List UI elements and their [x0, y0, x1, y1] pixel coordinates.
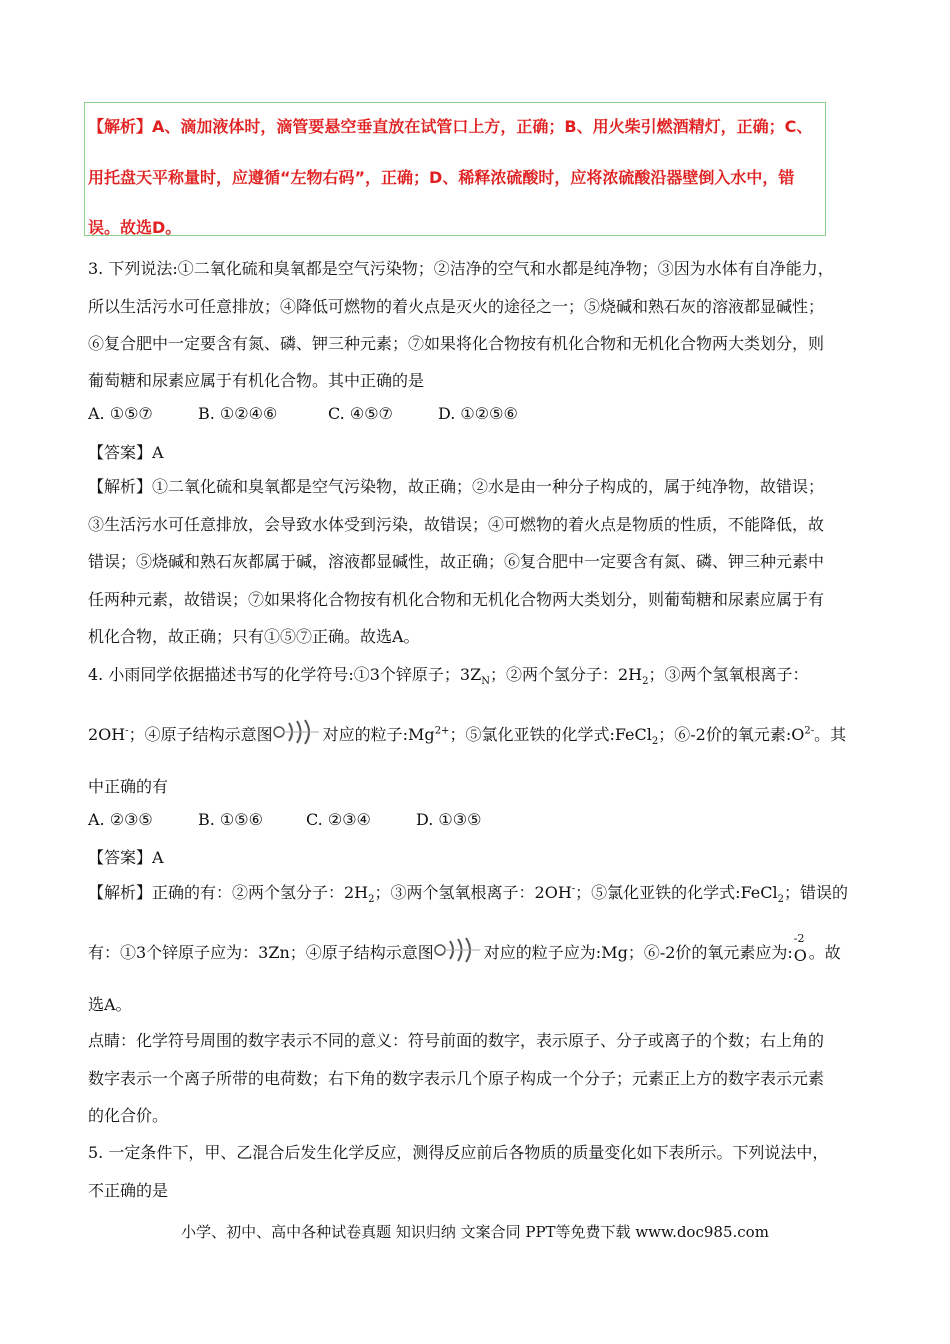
q3-answer: 【答案】A: [88, 443, 164, 462]
q4-stem-line-1: 4. 小雨同学依据描述书写的化学符号:①3个锌原子；$3Z_N$；②两个氢分子：$2H_2$；③两个氢氧根离子：: [88, 665, 809, 688]
q3-stem-line-3: ⑥复合肥中一定要含有氮、磷、钾三种元素；⑦如果将化合物按有机化合物和无机化合物两大类划分，则: [88, 334, 825, 353]
q3-stem-line-1: 3. 下列说法:①二氧化硫和臭氧都是空气污染物；②洁净的空气和水都是纯净物；③因为水体有自净能力，: [88, 259, 834, 278]
q4-option-b: B. ①⑤⑥: [198, 810, 263, 829]
q3-exp-line-5: 机化合物，故正确；只有①⑤⑦正确。故选A。: [88, 627, 420, 646]
q4-stem-line-2: 2OH-；④原子结构示意图 对应的粒子$:Mg^{2+}$；⑤氯化亚铁的化学式:FeCl$_2$；⑥-2价的氧元素$:O^{2-}$。其: [88, 722, 846, 749]
atom-structure-diagram: [273, 719, 323, 745]
q4-note-line-2: 数字表示一个离子所带的电荷数；右下角的数字表示几个原子构成一个分子；元素正上方的数字表示元素: [88, 1069, 825, 1088]
analysis-line-2: 用托盘天平称量时，应遵循“左物右码”，正确；D、稀释浓硫酸时，应将浓硫酸沿器壁倒入水中，错: [88, 168, 795, 187]
q4-exp-line-2: 有：①3个锌原子应为：3Zn；④原子结构示意图 对应的粒子应为:Mg；⑥-2价的氧元素应为: -2 O 。故: [88, 932, 841, 965]
q3-exp-line-4: 任两种元素，故错误；⑦如果将化合物按有机化合物和无机化合物两大类划分，则葡萄糖和尿素应属于有: [88, 590, 825, 609]
q5-stem-line-2: 不正确的是: [88, 1181, 169, 1200]
q5-stem-line-1: 5. 一定条件下，甲、乙混合后发生化学反应，测得反应前后各物质的质量变化如下表所示。下列说法中，: [88, 1143, 829, 1162]
q4-note-line-3: 的化合价。: [88, 1106, 169, 1125]
q3-option-c: C. ④⑤⑦: [328, 404, 393, 423]
q3-stem-line-2: 所以生活污水可任意排放；④降低可燃物的着火点是灭火的途径之一；⑤烧碱和熟石灰的溶液都显碱性；: [88, 297, 825, 316]
q4-option-c: C. ②③④: [306, 810, 371, 829]
atom-structure-diagram-2: [434, 937, 484, 963]
q3-exp-line-3: 错误；⑤烧碱和熟石灰都属于碱，溶液都显碱性，故正确；⑥复合肥中一定要含有氮、磷、钾三种元素中: [88, 552, 825, 571]
q3-option-d: D. ①②⑤⑥: [438, 404, 518, 423]
q3-stem-line-4: 葡萄糖和尿素应属于有机化合物。其中正确的是: [88, 371, 425, 390]
q3-exp-line-1: 【解析】①二氧化硫和臭氧都是空气污染物，故正确；②水是由一种分子构成的，属于纯净物，故错误；: [88, 477, 825, 496]
analysis-line-3: 误。故选D。: [88, 218, 182, 237]
valence-oxygen: -2 O: [793, 932, 807, 965]
analysis-line-1: 【解析】A、滴加液体时，滴管要悬空垂直放在试管口上方，正确；B、用火柴引燃酒精灯，正确；C、: [88, 117, 813, 136]
q4-note-line-1: 点睛：化学符号周围的数字表示不同的意义：符号前面的数字，表示原子、分子或离子的个数；右上角的: [88, 1031, 825, 1050]
q4-options: [88, 810, 481, 829]
q4-option-d: D. ①③⑤: [416, 810, 482, 829]
q3-option-b: B. ①②④⑥: [198, 404, 278, 423]
page-footer: 小学、初中、高中各种试卷真题 知识归纳 文案合同 PPT等免费下载 www.doc985.com: [181, 1223, 769, 1241]
q4-stem-line-3: 中正确的有: [88, 777, 169, 796]
q4-exp-line-1: 【解析】正确的有：②两个氢分子：$2H_2$；③两个氢氧根离子：2OH-；⑤氯化亚铁的化学式:FeCl$_2$；错误的: [88, 883, 849, 906]
q3-exp-line-2: ③生活污水可任意排放，会导致水体受到污染，故错误；④可燃物的着火点是物质的性质，不能降低，故: [88, 515, 825, 534]
q4-option-a: A. ②③⑤: [88, 810, 153, 829]
q3-options: [88, 404, 518, 423]
q4-answer: 【答案】A: [88, 848, 164, 867]
q3-option-a: A. ①⑤⑦: [88, 404, 153, 423]
q4-exp-line-3: 选A。: [88, 995, 132, 1014]
